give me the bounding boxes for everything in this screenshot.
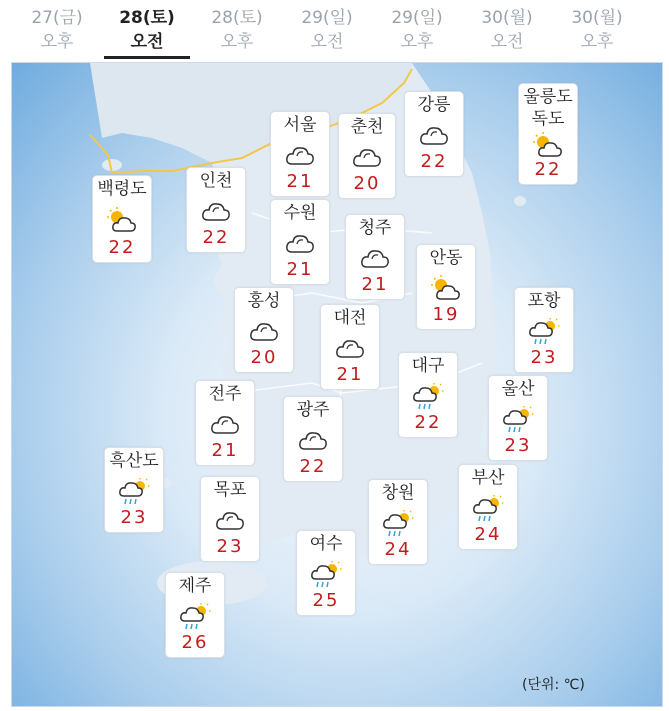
city-temperature: 20 <box>353 173 381 194</box>
tab-day: 30(월) <box>571 8 623 28</box>
rain-sun-icon <box>412 383 444 411</box>
tab-28-morning[interactable] <box>104 6 190 54</box>
city-temperature: 22 <box>202 227 230 248</box>
city-name: 제주 <box>178 576 212 596</box>
city-name: 서울 <box>283 115 317 135</box>
city-name: 울릉도 독도 <box>523 87 573 129</box>
city-name: 대전 <box>333 308 367 328</box>
city-temperature: 24 <box>474 524 502 545</box>
city-card-incheon[interactable] <box>186 167 246 253</box>
city-temperature: 22 <box>420 151 448 172</box>
city-name: 인천 <box>199 171 233 191</box>
city-name: 목포 <box>213 480 247 500</box>
city-temperature: 23 <box>504 435 532 456</box>
rain-sun-icon <box>502 406 534 434</box>
rain-sun-icon <box>472 495 504 523</box>
city-card-jeonju[interactable] <box>195 380 255 466</box>
city-card-pohang[interactable] <box>514 287 574 373</box>
unit-label: (단위: ℃) <box>522 677 585 693</box>
cloudy-icon <box>209 411 241 439</box>
city-temperature: 22 <box>414 412 442 433</box>
rain-sun-icon <box>118 478 150 506</box>
city-temperature: 25 <box>312 590 340 611</box>
cloudy-icon <box>284 142 316 170</box>
city-card-busan[interactable] <box>458 464 518 550</box>
rain-sun-icon <box>310 561 342 589</box>
cloudy-icon <box>248 318 280 346</box>
city-card-ulleungdo[interactable] <box>518 83 578 185</box>
partly-cloudy-icon <box>106 207 138 235</box>
rain-sun-icon <box>382 510 414 538</box>
tab-period: 오전 <box>490 32 524 52</box>
partly-cloudy-icon <box>532 132 564 160</box>
city-card-chuncheon[interactable] <box>338 113 396 199</box>
city-name: 안동 <box>429 248 463 268</box>
cloudy-icon <box>418 122 450 150</box>
city-temperature: 21 <box>361 274 389 295</box>
tab-28-afternoon[interactable] <box>194 6 280 54</box>
tab-period: 오후 <box>40 32 74 52</box>
city-temperature: 22 <box>534 159 562 180</box>
tab-day: 27(금) <box>31 8 83 28</box>
city-name: 강릉 <box>417 95 451 115</box>
tab-30-afternoon[interactable] <box>554 6 640 54</box>
city-name: 부산 <box>471 468 505 488</box>
cloudy-icon <box>351 144 383 172</box>
city-temperature: 22 <box>299 456 327 477</box>
city-temperature: 24 <box>384 539 412 560</box>
city-temperature: 21 <box>286 171 314 192</box>
city-card-heuksando[interactable] <box>104 447 164 533</box>
city-name: 흑산도 <box>109 451 159 471</box>
city-temperature: 21 <box>211 440 239 461</box>
city-name: 포항 <box>527 291 561 311</box>
active-tab-underline <box>104 56 190 59</box>
city-name: 청주 <box>358 218 392 238</box>
cloudy-icon <box>359 245 391 273</box>
city-name: 울산 <box>501 379 535 399</box>
tab-period: 오후 <box>220 32 254 52</box>
city-name: 춘천 <box>350 117 384 137</box>
city-temperature: 26 <box>181 632 209 653</box>
city-card-mokpo[interactable] <box>200 476 260 562</box>
city-temperature: 21 <box>286 259 314 280</box>
weather-map <box>11 62 663 707</box>
tab-day: 30(월) <box>481 8 533 28</box>
rain-sun-icon <box>528 318 560 346</box>
city-card-changwon[interactable] <box>368 479 428 565</box>
city-temperature: 20 <box>250 347 278 368</box>
city-temperature: 23 <box>530 347 558 368</box>
city-temperature: 22 <box>108 237 136 258</box>
cloudy-icon <box>284 230 316 258</box>
city-card-yeosu[interactable] <box>296 530 356 616</box>
tab-period: 오후 <box>400 32 434 52</box>
city-name: 여수 <box>309 534 343 554</box>
tab-period: 오전 <box>130 32 164 52</box>
tab-30-morning[interactable] <box>464 6 550 54</box>
city-name: 백령도 <box>97 179 147 199</box>
city-temperature: 19 <box>432 304 460 325</box>
tab-day: 28(토) <box>119 8 175 28</box>
tab-day: 28(토) <box>211 8 263 28</box>
city-name: 전주 <box>208 384 242 404</box>
tab-day: 29(일) <box>301 8 353 28</box>
city-card-gwangju[interactable] <box>283 396 343 482</box>
city-card-seoul[interactable] <box>270 111 330 197</box>
city-name: 광주 <box>296 400 330 420</box>
city-temperature: 23 <box>120 507 148 528</box>
time-tabs <box>0 0 669 62</box>
city-name: 홍성 <box>247 291 281 311</box>
city-card-jeju[interactable] <box>165 572 225 658</box>
city-card-cheongju[interactable] <box>345 214 405 300</box>
partly-cloudy-icon <box>430 275 462 303</box>
city-card-andong[interactable] <box>416 244 476 330</box>
city-name: 수원 <box>283 203 317 223</box>
tab-period: 오후 <box>580 32 614 52</box>
rain-sun-icon <box>179 603 211 631</box>
tab-29-afternoon[interactable] <box>374 6 460 54</box>
tab-27-afternoon[interactable] <box>14 6 100 54</box>
city-card-daegu[interactable] <box>398 352 458 438</box>
city-name: 창원 <box>381 483 415 503</box>
tab-day: 29(일) <box>391 8 443 28</box>
city-card-ulsan[interactable] <box>488 375 548 461</box>
cloudy-icon <box>200 198 232 226</box>
tab-period: 오전 <box>310 32 344 52</box>
city-card-hongseong[interactable] <box>234 287 294 373</box>
tab-29-morning[interactable] <box>284 6 370 54</box>
cloudy-icon <box>214 507 246 535</box>
city-card-daejeon[interactable] <box>320 304 380 390</box>
city-card-baengnyeongdo[interactable] <box>92 175 152 263</box>
cloudy-icon <box>334 335 366 363</box>
city-temperature: 21 <box>336 364 364 385</box>
city-temperature: 23 <box>216 536 244 557</box>
cloudy-icon <box>297 427 329 455</box>
city-card-gangneung[interactable] <box>404 91 464 177</box>
city-name: 대구 <box>411 356 445 376</box>
city-card-suwon[interactable] <box>270 199 330 285</box>
